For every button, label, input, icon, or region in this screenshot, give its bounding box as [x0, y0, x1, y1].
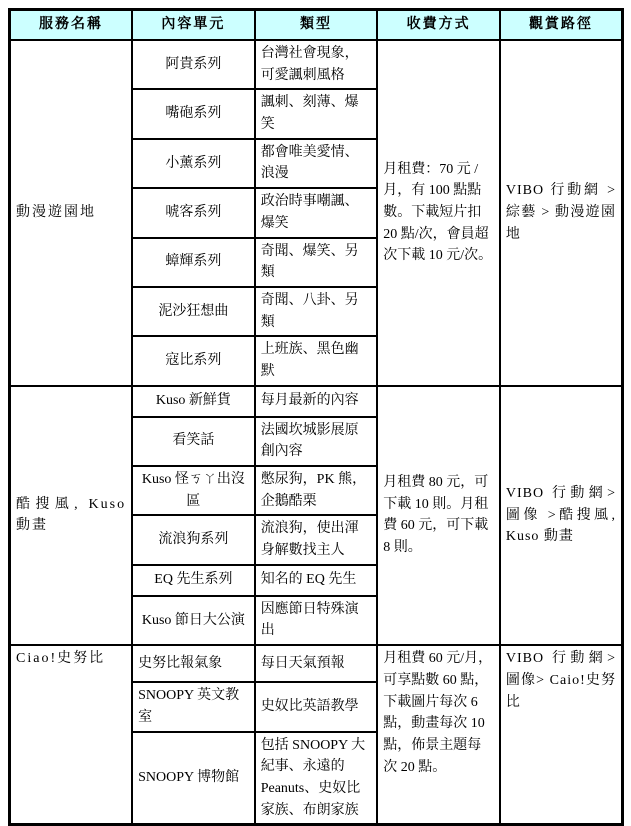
type-cell: 都會唯美愛情、浪漫: [255, 139, 378, 188]
column-header-3: 收費方式: [377, 10, 500, 41]
type-cell: 包括 SNOOPY 大紀事、永遠的 Peanuts、史奴比家族、布朗家族: [255, 732, 378, 825]
content-unit-cell: 阿貴系列: [132, 40, 255, 89]
content-unit-cell: Kuso 新鮮貨: [132, 386, 255, 417]
column-header-1: 內容單元: [132, 10, 255, 41]
charge-cell: 月租費 60 元/月，可享點數 60 點，下載圖片每次 6 點，動畫每次 10 點，佈景主題每次 20 點。: [377, 645, 500, 825]
charge-cell: 月租費 80 元，可下載 10 則。月租費 60 元，可下載 8 則。: [377, 386, 500, 646]
type-cell: 法國坎城影展原創內容: [255, 417, 378, 466]
content-unit-cell: SNOOPY 博物館: [132, 732, 255, 825]
table-row: [10, 40, 623, 89]
content-unit-cell: Kuso 怪ㄎㄚ出沒區: [132, 466, 255, 515]
type-cell: 奇聞、爆笑、另類: [255, 238, 378, 287]
type-cell: 憋尿狗，PK 熊，企鵝酷栗: [255, 466, 378, 515]
services-table: [8, 8, 624, 826]
type-cell: 因應節日特殊演出: [255, 596, 378, 645]
content-unit-cell: EQ 先生系列: [132, 565, 255, 596]
column-header-0: 服務名稱: [10, 10, 133, 41]
table-row: [10, 645, 623, 682]
charge-cell: 月租費：70 元 / 月，有 100 點點數。下載短片扣 20 點/次，會員超次下載 10 元/次。: [377, 40, 500, 386]
content-unit-cell: 看笑話: [132, 417, 255, 466]
type-cell: 每日天氣預報: [255, 645, 378, 682]
path-cell: VIBO 行動網 > 綜藝 > 動漫遊園地: [500, 40, 623, 386]
content-unit-cell: 泥沙狂想曲: [132, 287, 255, 336]
type-cell: 上班族、黑色幽默: [255, 336, 378, 385]
type-cell: 台灣社會現象，可愛諷刺風格: [255, 40, 378, 89]
header-row: [10, 10, 623, 41]
content-unit-cell: Kuso 節日大公演: [132, 596, 255, 645]
content-unit-cell: 蟑輝系列: [132, 238, 255, 287]
column-header-2: 類型: [255, 10, 378, 41]
type-cell: 史奴比英語教學: [255, 682, 378, 731]
service-name-cell: 動漫遊園地: [10, 40, 133, 386]
service-name-cell: Ciao!史努比: [10, 645, 133, 825]
content-unit-cell: 唬客系列: [132, 188, 255, 237]
path-cell: VIBO 行動網>圖像> Caio!史努比: [500, 645, 623, 825]
content-unit-cell: 流浪狗系列: [132, 515, 255, 564]
content-unit-cell: 嘴砲系列: [132, 89, 255, 138]
service-name-cell: 酷搜風, Kuso 動畫: [10, 386, 133, 646]
path-cell: VIBO 行動網>圖像 >酷搜風, Kuso 動畫: [500, 386, 623, 646]
type-cell: 知名的 EQ 先生: [255, 565, 378, 596]
content-unit-cell: SNOOPY 英文教室: [132, 682, 255, 731]
content-unit-cell: 史努比報氣象: [132, 645, 255, 682]
type-cell: 流浪狗，使出渾身解數找主人: [255, 515, 378, 564]
column-header-4: 觀賞路徑: [500, 10, 623, 41]
content-unit-cell: 寇比系列: [132, 336, 255, 385]
type-cell: 諷刺、刻薄、爆笑: [255, 89, 378, 138]
type-cell: 每月最新的內容: [255, 386, 378, 417]
type-cell: 奇聞、八卦、另類: [255, 287, 378, 336]
content-unit-cell: 小薰系列: [132, 139, 255, 188]
table-row: [10, 386, 623, 417]
type-cell: 政治時事嘲諷、爆笑: [255, 188, 378, 237]
